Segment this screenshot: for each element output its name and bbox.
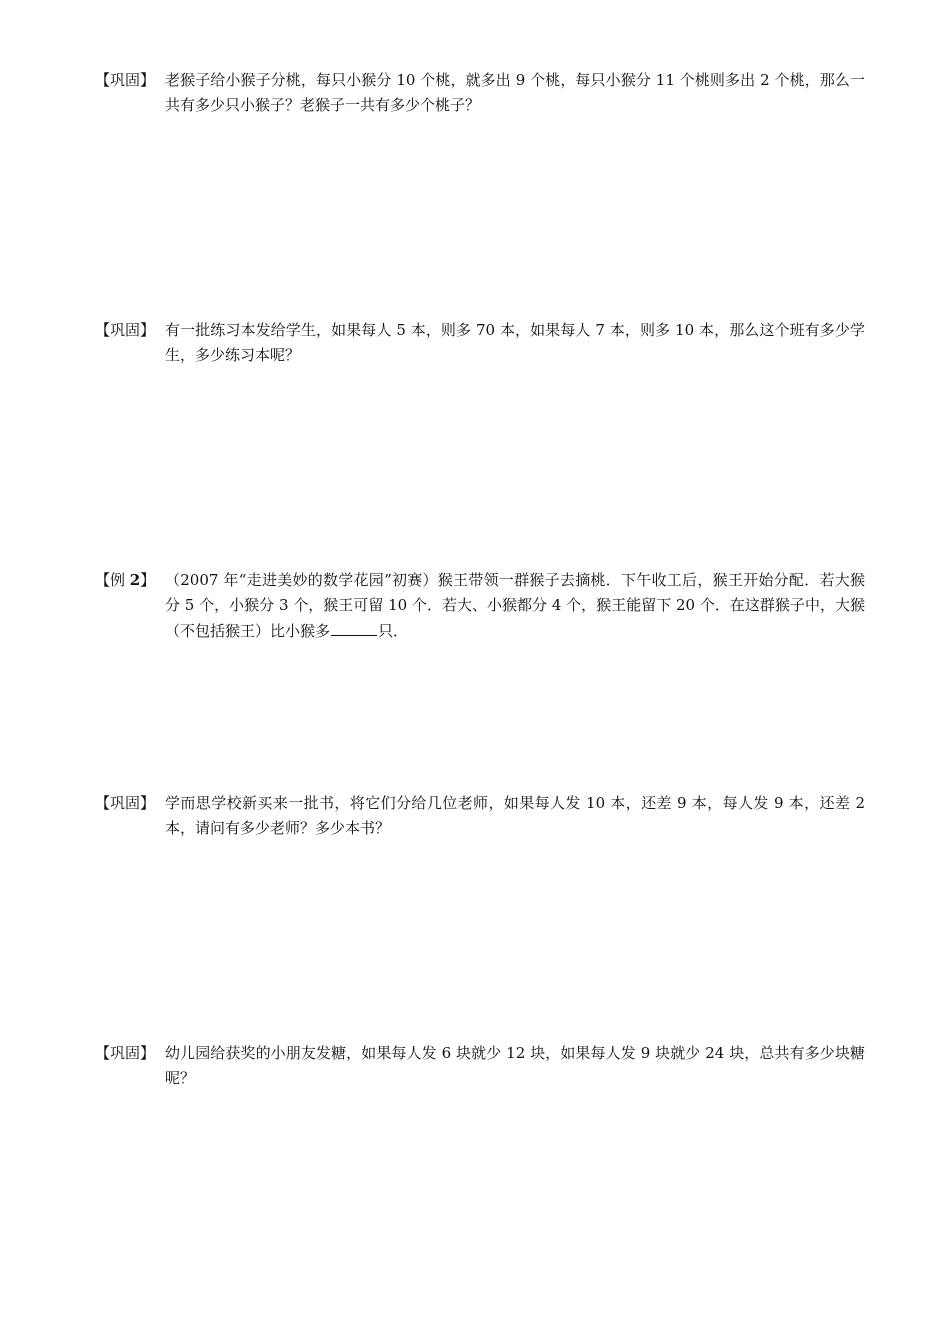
problem-tag: 【巩固】: [95, 321, 156, 339]
example-tag-number: 2: [129, 571, 141, 589]
example-text-end: 只．: [378, 622, 409, 640]
problem-1: [95, 68, 865, 118]
problem-text: 有一批练习本发给学生，如果每人 5 本，则多 70 本，如果每人 7 本，则多 10 本，那么这个班有多少学生，多少练习本呢？: [165, 321, 865, 364]
example-tag-open: 【例: [95, 571, 130, 589]
problem-tag: 【巩固】: [95, 1044, 156, 1062]
answer-blank: [331, 618, 377, 636]
problem-2: [95, 318, 865, 368]
problem-text: 老猴子给小猴子分桃，每只小猴分 10 个桃，就多出 9 个桃，每只小猴分 11 个桃则多出 2 个桃，那么一共有多少只小猴子？老猴子一共有多少个桃子？: [165, 71, 865, 114]
problem-4: [95, 1041, 865, 1091]
example-tag: [95, 568, 163, 593]
example-text: [165, 568, 865, 644]
example-text-main: （2007 年“走进美妙的数学花园”初赛）猴王带领一群猴子去摘桃．下午收工后，猴王开始分配．若大猴分 5 个，小猴分 3 个，猴王可留 10 个．若大、小猴都分 4 个，猴王能留下 20 个．在这群猴子中，大猴（不包括猴王）比小猴多: [165, 571, 865, 640]
example-tag-close: 】: [140, 571, 156, 589]
problem-tag: 【巩固】: [95, 794, 156, 812]
problem-text: 幼儿园给获奖的小朋友发糖，如果每人发 6 块就少 12 块，如果每人发 9 块就少 24 块，总共有多少块糖呢？: [165, 1044, 865, 1087]
example-2: [95, 568, 865, 644]
problem-tag: 【巩固】: [95, 71, 156, 89]
problem-text: 学而思学校新买来一批书，将它们分给几位老师，如果每人发 10 本，还差 9 本，每人发 9 本，还差 2 本，请问有多少老师？多少本书？: [165, 794, 865, 837]
problem-3: [95, 791, 865, 841]
